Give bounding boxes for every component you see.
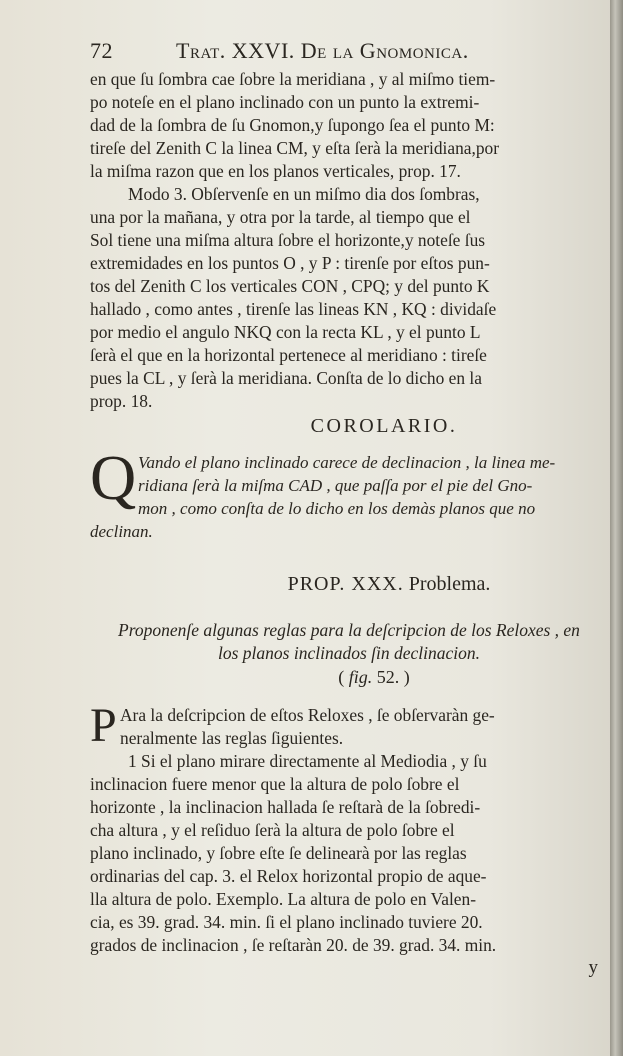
text-line: lla altura de polo. Exemplo. La altura de polo en Valen- [90, 889, 477, 909]
text-line: Modo 3. Obſervenſe en un miſmo dia dos ſombras, [128, 184, 480, 204]
text-line: por medio el angulo NKQ con la recta KL , y el punto L [90, 322, 481, 342]
text-line: Sol tiene una miſma altura ſobre el horizonte,y noteſe ſus [90, 230, 486, 250]
text-line: dad de la ſombra de ſu Gnomon,y ſupongo ſea el punto M: [90, 115, 495, 135]
text-line: ſerà el que en la horizontal pertenece al meridiano : tireſe [90, 345, 487, 365]
text-line: plano inclinado, y ſobre eſte ſe delinearà por las reglas [90, 843, 467, 863]
text-line: Proponenſe algunas reglas para la deſcripcion de los Reloxes , en [118, 620, 580, 640]
figure-reference [140, 667, 608, 688]
text-line: po noteſe en el plano inclinado con un punto la extremi- [90, 92, 480, 112]
text-line: 1 Si el plano mirare directamente al Mediodia , y ſu [128, 751, 487, 771]
page-number: 72 [90, 38, 113, 63]
text-line: Ara la deſcripcion de eſtos Reloxes , ſe obſervaràn ge- [120, 705, 495, 725]
proposition-subtitle [90, 619, 608, 665]
text-line: cia, es 39. grad. 34. min. ſi el plano inclinado tuviere 20. [90, 912, 483, 932]
page-edge [610, 0, 623, 1056]
text-line: cha altura , y el reſiduo ſerà la altura de polo ſobre el [90, 820, 455, 840]
body-paragraph [90, 699, 608, 957]
text-line: ordinarias del cap. 3. el Relox horizontal propio de aque- [90, 866, 487, 886]
proposition-number: PROP. XXX. [287, 573, 404, 595]
text-line: la miſma razon que en los planos verticales, prop. 17. [90, 161, 461, 181]
body-drop-cap: P [90, 699, 117, 752]
figure-ref-number: 52. ) [376, 667, 410, 687]
text-line: horizonte , la inclinacion hallada ſe reſtarà de la ſobredi- [90, 797, 481, 817]
text-line: tireſe del Zenith C la linea CM, y eſta ſerà la meridiana,por [90, 138, 500, 158]
text-line: grados de inclinacion , ſe reſtaràn 20. de 39. grad. 34. min. [90, 935, 497, 955]
text-line: prop. 18. [90, 391, 153, 411]
intro-paragraph [90, 68, 608, 183]
text-line: ridiana ſerà la miſma CAD , que paſſa por el pie del Gno- [138, 476, 533, 495]
figure-ref-open: ( [338, 667, 345, 687]
text-line: declinan. [90, 522, 153, 541]
text-line: pues la CL , y ſerà la meridiana. Conſta de lo dicho en la [90, 368, 482, 388]
catchword: y [588, 957, 598, 978]
text-line: en que ſu ſombra cae ſobre la meridiana , y al miſmo tiem- [90, 69, 496, 89]
corolario-heading: COROLARIO. [310, 415, 458, 437]
corolario-drop-cap: Q [90, 442, 137, 513]
running-title: Trat. XXVI. De la Gnomonica. [176, 38, 469, 63]
text-line: neralmente las reglas ſiguientes. [120, 728, 344, 748]
text-line: tos del Zenith C los verticales CON , CPQ; y del punto K [90, 276, 490, 296]
proposition-heading [170, 573, 608, 599]
text-line: los planos inclinados ſin declinacion. [218, 643, 480, 663]
figure-ref-label: fig. [348, 667, 373, 687]
text-line: inclinacion fuere menor que la altura de polo ſobre el [90, 774, 460, 794]
running-header [90, 38, 608, 68]
proposition-type: Problema. [408, 573, 491, 595]
text-line: extremidades en los puntos O , y P : tirenſe por eſtos pun- [90, 253, 490, 273]
text-line: mon , como conſta de lo dicho en los demàs planos que no [138, 499, 536, 518]
text-line: una por la mañana, y otra por la tarde, al tiempo que el [90, 207, 471, 227]
corolario-paragraph [90, 442, 608, 543]
text-column [90, 38, 608, 979]
text-line: hallado , como antes , tirenſe las lineas KN , KQ : dividaſe [90, 299, 497, 319]
modo3-paragraph [90, 183, 608, 413]
text-line: Vando el plano inclinado carece de declinacion , la linea me- [138, 453, 556, 472]
